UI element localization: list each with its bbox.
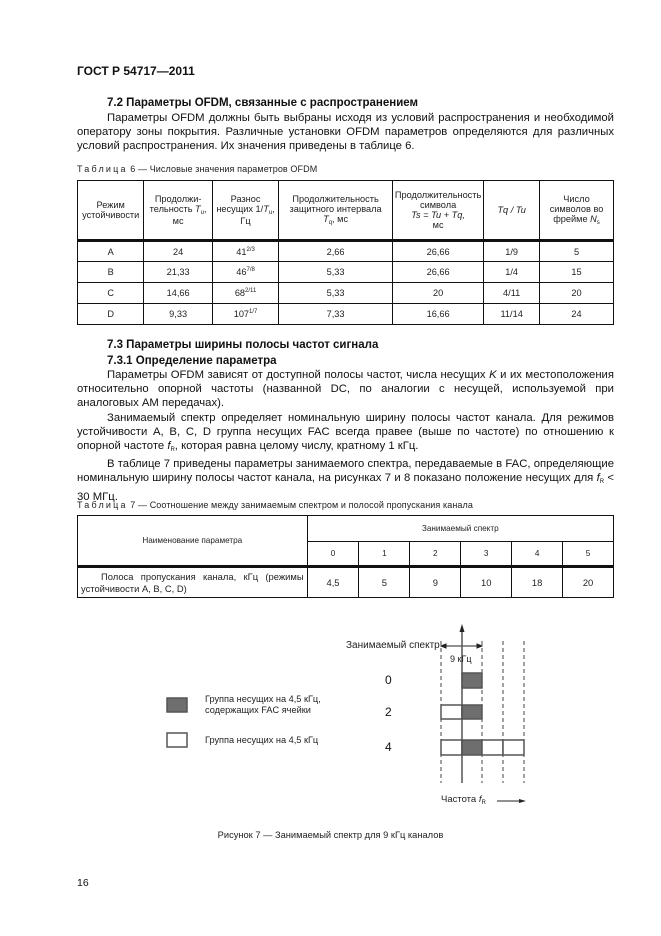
table6-cell-guard: 2,66 [279, 241, 393, 262]
legend-filled-swatch [167, 698, 187, 712]
table6-header-symbol: Продолжительность символа Ts = Tu + Tq, мс [392, 181, 483, 241]
table6-cell-guard: 5,33 [279, 262, 393, 283]
table6-header-mode: Режим устойчивости [78, 181, 144, 241]
table7-cell: 4,5 [307, 567, 359, 598]
dashed-gridlines [441, 641, 524, 783]
table7-cell: 20 [563, 567, 614, 598]
table6-caption-text: 6 — Числовые значения параметров OFDM [127, 164, 318, 174]
table7-col-4: 4 [512, 542, 563, 567]
section-7-3-paragraph-2: Занимаемый спектр определяет номинальную ширину полосы частот канала. Для режимов устойчивости A, B, C, D группа несущих FAC всегда правее (выше по частоте) по отношению к опорной частоте $f_R$, которая равна целому числу, кратному 1 кГц. [77, 411, 614, 454]
figure7-row-label-4: 4 [385, 740, 392, 754]
table6-cell-ratio: 1/4 [484, 262, 540, 283]
table6-cell-symbol: 26,66 [392, 262, 483, 283]
table6-cell-tu: 24 [144, 241, 213, 262]
table6-cell-count: 24 [540, 304, 614, 325]
table6-cell-tu: 9,33 [144, 304, 213, 325]
section-7-3-paragraph-3: В таблице 7 приведены параметры занимаемого спектра, передаваемые в FAC, определяющие номинальную ширину полосы частот канала, на рисунках 7 и 8 показано положение несущих для $f_R < 30$ МГц. [77, 458, 614, 503]
table7-header-param: Наименование параметра [78, 516, 308, 567]
section-7-2-paragraph: Параметры OFDM должны быть выбраны исходя из условий распространения и необходимой оператору зоны покрытия. Различные установки OFDM параметров определяются для различных условий распространения. Их значения приведены в таблице 6. [77, 112, 614, 153]
table6-cell-tu: 21,33 [144, 262, 213, 283]
table6-header-guard: Продолжительность защитного интервала $T_q$, мс [279, 181, 393, 241]
table6-cell-mode: D [78, 304, 144, 325]
table-row [78, 304, 614, 325]
frequency-axis-icon [460, 624, 465, 783]
section-7-3-title: 7.3 Параметры ширины полосы частот сигнала [107, 339, 379, 351]
table7-cell: 5 [359, 567, 410, 598]
table-row [78, 241, 614, 262]
table6-cell-ratio: 1/9 [484, 241, 540, 262]
table7 [77, 515, 614, 598]
table7-cell: 18 [512, 567, 563, 598]
table6-header-ratio: Tq / Tu [484, 181, 540, 241]
figure7-frequency-label: Частота $f_R$ [441, 794, 486, 806]
table7-header-group: Занимаемый спектр [307, 516, 613, 542]
section-7-3-1-title: 7.3.1 Определение параметра [107, 355, 277, 367]
table6-cell-guard: 7,33 [279, 304, 393, 325]
table6-cell-mode: C [78, 283, 144, 304]
table7-cell: 9 [410, 567, 461, 598]
figure7-row-label-2: 2 [385, 705, 392, 719]
figure7-width-label: 9 кГц [450, 654, 472, 664]
table-row [78, 567, 614, 598]
figure7-axis-label: Занимаемый спектр [346, 640, 440, 651]
spectrum-boxes [441, 673, 524, 755]
table7-col-3: 3 [461, 542, 512, 567]
legend-empty-swatch [167, 733, 187, 747]
legend-empty-text: Группа несущих на 4,5 кГц [205, 735, 319, 745]
table7-col-0: 0 [307, 542, 359, 567]
figure7-row-label-0: 0 [385, 673, 392, 687]
table6-header-tu: Продолжи-тельность $T_u$, мс [144, 181, 213, 241]
table6 [77, 180, 614, 325]
table6-cell-ratio: 4/11 [484, 283, 540, 304]
table6-header-row [78, 181, 614, 241]
table6-cell-count: 5 [540, 241, 614, 262]
legend-filled-text: Группа несущих на 4,5 кГц, содержащих FAC ячейки [205, 694, 321, 715]
frequency-arrow-icon [497, 799, 526, 803]
document-header: ГОСТ Р 54717—2011 [77, 64, 195, 78]
table7-cell: 10 [461, 567, 512, 598]
table6-cell-mode: A [78, 241, 144, 262]
table6-cell-symbol: 20 [392, 283, 483, 304]
table7-caption-prefix: Таблица [77, 500, 128, 510]
section-7-3-paragraph-1: Параметры OFDM зависят от доступной полосы частот, числа несущих K и их местоположения относительно опорной частоты (названной DC, по аналогии с несущей, используемой при аналоговых AM передачах). [77, 369, 614, 410]
table-row [78, 262, 614, 283]
table7-col-1: 1 [359, 542, 410, 567]
table7-col-2: 2 [410, 542, 461, 567]
width-arrow-icon [441, 644, 482, 648]
table6-cell-count: 20 [540, 283, 614, 304]
table6-cell-spacing: $107^{1/7}$ [212, 304, 278, 325]
table6-cell-tu: 14,66 [144, 283, 213, 304]
table6-cell-spacing: $68^{2/11}$ [212, 283, 278, 304]
table6-caption-prefix: Таблица [77, 164, 128, 174]
section-7-3-body [77, 368, 614, 504]
table6-cell-symbol: 16,66 [392, 304, 483, 325]
table7-row-label: Полоса пропускания канала, кГц (режимы устойчивости A, B, C, D) [78, 567, 308, 598]
table6-cell-ratio: 11/14 [484, 304, 540, 325]
table6-cell-mode: B [78, 262, 144, 283]
section-7-2-title: 7.2 Параметры OFDM, связанные с распространением [107, 97, 419, 109]
table6-cell-symbol: 26,66 [392, 241, 483, 262]
table6-cell-count: 15 [540, 262, 614, 283]
section-7-2-body [77, 111, 614, 154]
table6-caption [77, 164, 317, 174]
table6-header-spacing: Разнос несущих $1/T_u$, Гц [212, 181, 278, 241]
table6-cell-guard: 5,33 [279, 283, 393, 304]
table7-col-5: 5 [563, 542, 614, 567]
figure7-caption: Рисунок 7 — Занимаемый спектр для 9 кГц каналов [217, 830, 444, 840]
table6-cell-spacing: $46^{7/8}$ [212, 262, 278, 283]
table7-caption [77, 500, 473, 510]
table7-caption-text: 7 — Соотношение между занимаемым спектром и полосой пропускания канала [127, 500, 473, 510]
table6-cell-spacing: $41^{2/3}$ [212, 241, 278, 262]
table6-header-count: Число символов во фрейме $N_s$ [540, 181, 614, 241]
table-row [78, 283, 614, 304]
table7-header-row [78, 516, 614, 542]
page-number: 16 [77, 877, 89, 889]
